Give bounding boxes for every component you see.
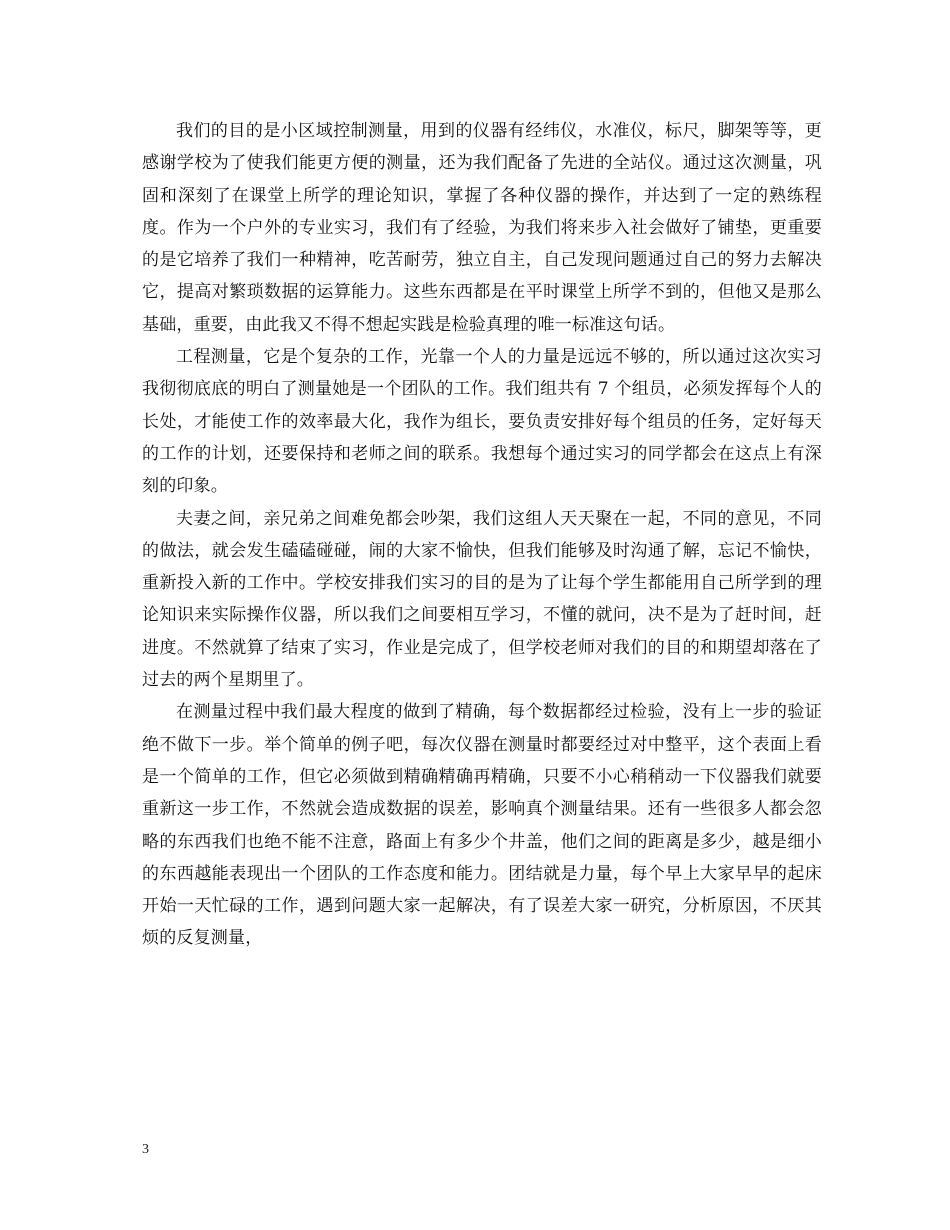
paragraph-4: 在测量过程中我们最大程度的做到了精确，每个数据都经过检验，没有上一步的验证绝不做下一步。举个简单的例子吧，每次仪器在测量时都要经过对中整平，这个表面上看是一个简单的工作，但它必须做到精确精确再精确，只要不小心稍稍动一下仪器我们就要重新这一步工作，不然就会造成数据的误差，影响真个测量结果。还有一些很多人都会忽略的东西我们也绝不能不注意，路面上有多少个井盖，他们之间的距离是多少，越是细小的东西越能表现出一个团队的工作态度和能力。团结就是力量，每个早上大家早早的起床开始一天忙碌的工作，遇到问题大家一起解决，有了误差大家一研究，分析原因，不厌其烦的反复测量， <box>142 702 822 949</box>
paragraph-3: 夫妻之间，亲兄弟之间难免都会吵架，我们这组人天天聚在一起，不同的意见，不同的做法，就会发生磕磕碰碰，闹的大家不愉快，但我们能够及时沟通了解，忘记不愉快，重新投入新的工作中。学校安排我们实习的目的是为了让每个学生都能用自己所学到的理论知识来实际操作仪器，所以我们之间要相互学习，不懂的就问，决不是为了赶时间，赶进度。不然就算了结束了实习，作业是完成了，但学校老师对我们的目的和期望却落在了过去的两个星期里了。 <box>142 508 822 691</box>
document-body <box>142 115 822 955</box>
paragraph-2: 工程测量，它是个复杂的工作，光靠一个人的力量是远远不够的，所以通过这次实习我彻彻底底的明白了测量她是一个团队的工作。我们组共有 7 个组员，必须发挥每个人的长处，才能使工作的效率最大化，我作为组长，要负责安排好每个组员的任务，定好每天的工作的计划，还要保持和老师之间的联系。我想每个通过实习的同学都会在这点上有深刻的印象。 <box>142 347 822 497</box>
paragraph-1: 我们的目的是小区域控制测量，用到的仪器有经纬仪，水准仪，标尺，脚架等等，更感谢学校为了使我们能更方便的测量，还为我们配备了先进的全站仪。通过这次测量，巩固和深刻了在课堂上所学的理论知识，掌握了各种仪器的操作，并达到了一定的熟练程度。作为一个户外的专业实习，我们有了经验，为我们将来步入社会做好了铺垫，更重要的是它培养了我们一种精神，吃苦耐劳，独立自主，自己发现问题通过自己的努力去解决它，提高对繁琐数据的运算能力。这些东西都是在平时课堂上所学不到的，但他又是那么基础，重要，由此我又不得不想起实践是检验真理的唯一标准这句话。 <box>142 121 822 335</box>
page-number: 3 <box>142 1142 149 1157</box>
